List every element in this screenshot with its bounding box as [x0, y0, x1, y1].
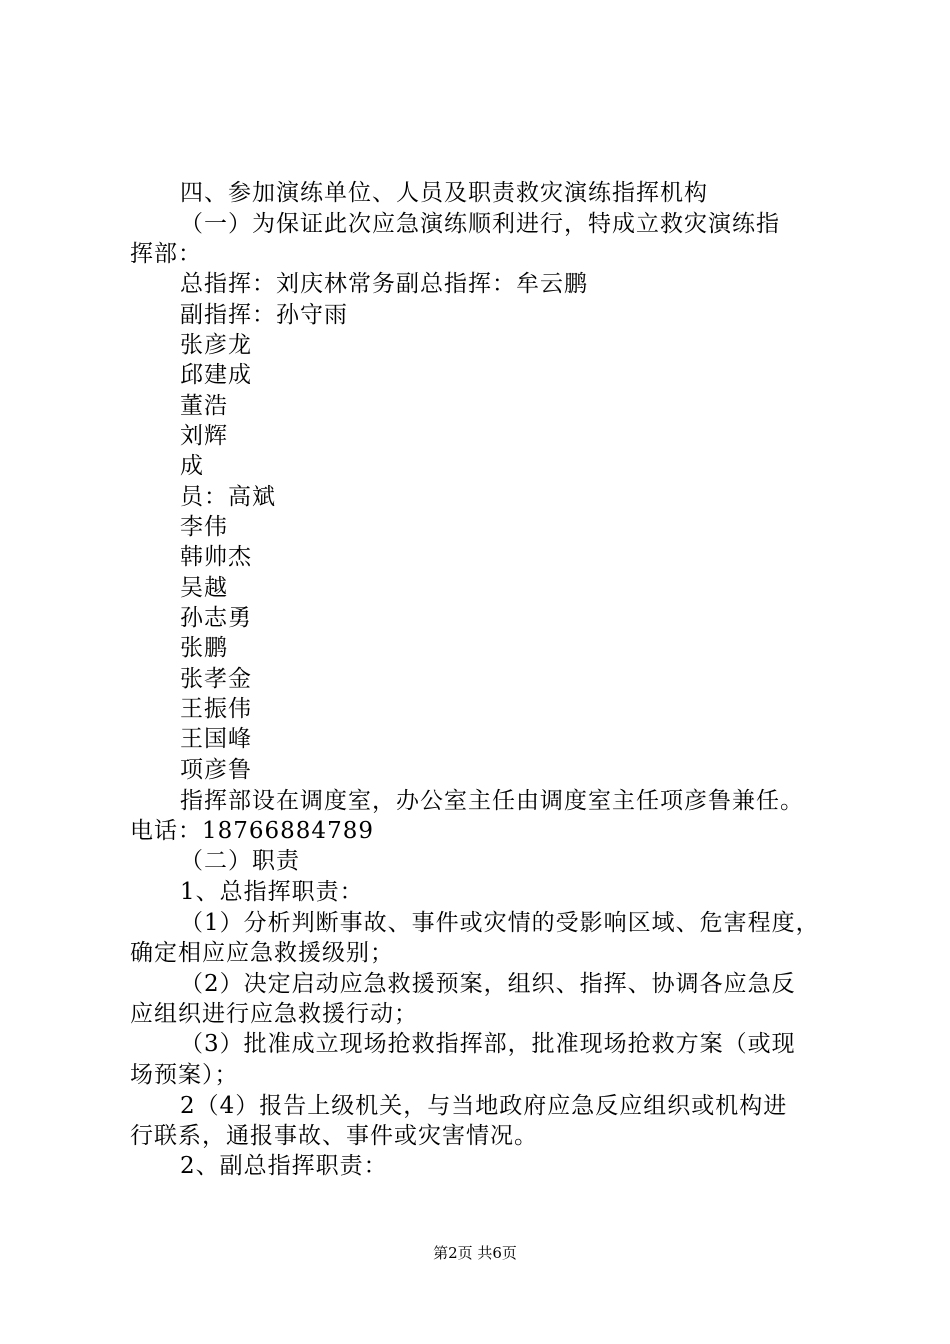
paragraph-line: （1）分析判断事故、事件或灾情的受影响区域、危害程度， — [180, 910, 820, 936]
member-name: 张孝金 — [180, 666, 252, 692]
member-label: 成 — [180, 453, 204, 479]
member-name: 张鹏 — [180, 635, 228, 661]
member-name: 王国峰 — [180, 726, 252, 752]
member-label: 员：高斌 — [180, 484, 276, 510]
phone-line: 电话：18766884789 — [130, 818, 374, 844]
member-name: 董浩 — [180, 393, 228, 419]
member-name: 王振伟 — [180, 696, 252, 722]
paragraph-line: 确定相应应急救援级别； — [130, 940, 394, 966]
paragraph-line: 挥部： — [130, 241, 202, 267]
section-heading: 四、参加演练单位、人员及职责救灾演练指挥机构 — [180, 180, 708, 206]
member-name: 刘辉 — [180, 423, 228, 449]
member-name: 李伟 — [180, 514, 228, 540]
paragraph-line: 场预案）； — [130, 1062, 239, 1088]
member-name: 项彦鲁 — [180, 757, 252, 783]
duty-heading: 1、总指挥职责： — [180, 879, 364, 905]
paragraph-line: 2（4）报告上级机关，与当地政府应急反应组织或机构进 — [180, 1093, 788, 1119]
member-name: 韩帅杰 — [180, 544, 252, 570]
subsection-heading: （二）职责 — [180, 848, 300, 874]
paragraph-line: 行联系，通报事故、事件或灾害情况。 — [130, 1123, 538, 1149]
paragraph-line: （一）为保证此次应急演练顺利进行，特成立救灾演练指 — [180, 211, 780, 237]
paragraph-line: （3）批准成立现场抢救指挥部，批准现场抢救方案（或现 — [180, 1031, 796, 1057]
member-name: 张彦龙 — [180, 332, 252, 358]
paragraph-line: 应组织进行应急救援行动； — [130, 1001, 418, 1027]
paragraph-line: （2）决定启动应急救援预案，组织、指挥、协调各应急反 — [180, 971, 796, 997]
paragraph-line: 指挥部设在调度室，办公室主任由调度室主任项彦鲁兼任。 — [180, 788, 804, 814]
commander-line: 总指挥：刘庆林常务副总指挥：牟云鹏 — [180, 271, 588, 297]
member-name: 吴越 — [180, 575, 228, 601]
member-name: 孙志勇 — [180, 605, 252, 631]
deputy-commander-line: 副指挥：孙守雨 — [180, 302, 348, 328]
duty-heading: 2、副总指挥职责： — [180, 1153, 388, 1179]
member-name: 邱建成 — [180, 362, 252, 388]
page-footer: 第2页 共6页 — [433, 1244, 517, 1262]
